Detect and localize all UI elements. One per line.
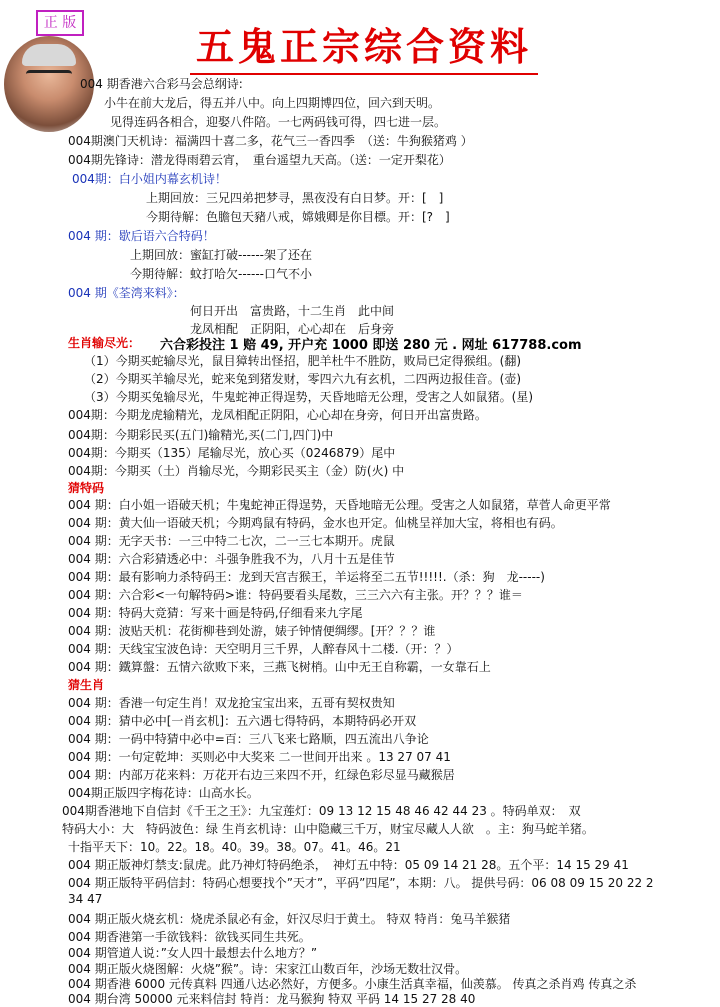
text-line: 004 期：歇后语六合特码！ (68, 229, 215, 243)
text-line: 004 期：最有影响力杀特码王：龙到天宫吉猴王，羊运将至二五节!!!!!.（杀：狗 龙-----) (68, 570, 545, 584)
text-line: 004 期：猜中必中[一肖玄机]：五六遇七得特码，本期特码必开双 (68, 714, 417, 728)
text-line: 见得连码各相合，迎娶八件陪。一七两码钱可得，四七进一层。 (110, 115, 447, 129)
text-line: 004 期：六合彩<一句解特码>谁：特码要看头尾数，三三六六有主张。开？？？谁＝ (68, 588, 523, 602)
text-line: 今期待解：蚊打哈欠------口气不小 (130, 267, 312, 281)
text-line: 004期香港地下自信封《千王之王》：九宝莲灯：09 13 12 15 48 46 42 44 23 。特码单双： 双 (62, 804, 581, 818)
portrait-hair (22, 44, 76, 66)
text-line: 004 期：无字天书：一三中特二七次，二一三七本期开。虎鼠 (68, 534, 395, 548)
text-line: 004期澳门天机诗：福满四十喜二多，花气三一香四季 （送：牛狗猴猪鸡 ） (68, 134, 473, 148)
portrait-glasses (26, 70, 72, 85)
text-line: 004 期正版火烧图解：火烧”猴”。诗：宋家江山数百年，沙场无数壮汉骨。 (68, 962, 468, 976)
text-line: 004 期：波贴天机：花街柳巷到处游，婊子钟情便绸缪。[开？？？谁 (68, 624, 436, 638)
text-line: 小牛在前大龙后，得五并八中。向上四期博四位，回六到天明。 (104, 96, 441, 110)
text-line: 特码大小：大 特码波色：绿 生肖玄机诗：山中隐藏三千万，财宝尽藏人人欲 。主：狗马蛇羊猪。 (62, 822, 594, 836)
text-line: 今期待解：色膽包天豬八戒，嫦娥卿是你目標。开：[? ] (146, 210, 450, 224)
text-line: 34 47 (68, 892, 103, 906)
text-line: 004 期：特码大竞猜：写来十画是特码,仔细看来九字尾 (68, 606, 363, 620)
text-line: 004期正版四字梅花诗：山高水长。 (68, 786, 259, 800)
page-title: 五鬼正宗综合资料 (190, 16, 538, 75)
section-heading: 猜生肖 (68, 678, 105, 692)
text-line: （3）今期买兔输尽光，牛鬼蛇神正得逞势，天昏地暗无公理，受害之人如鼠猪。(星) (84, 390, 534, 404)
section-heading: 猜特码 (68, 481, 105, 495)
text-line: 004期：今期买（135）尾输尽光，放心买（0246879）尾中 (68, 446, 396, 460)
text-line: 004期：今期买（土）肖输尽光，今期彩民买主（金）防(火) 中 (68, 464, 405, 478)
ad-banner: 六合彩投注 1 赔 49, 开户充 1000 即送 280 元 . 网址 617788.com (160, 338, 582, 353)
text-line: 004 期正版特平码信封：特码心想要找个”天才”，平码”四尾”，本期：八。 提供号码：06 08 09 15 20 22 2 (68, 876, 654, 890)
text-line: 004 期：鐵算盤：五情六欲败下来，三燕飞树梢。山中无王自称霸，一女靠石上 (68, 660, 491, 674)
text-line: 004 期台湾 50000 元来料信封 特肖：龙马猴狗 特双 平码 14 15 27 28 40 (68, 992, 476, 1006)
genuine-stamp: 正 版 (36, 10, 84, 36)
text-line: 龙凤相配 正阴阳，心心却在 后身旁 (190, 322, 395, 336)
text-line: 004 期：香港一句定生肖！双龙抢宝宝出来，五哥有契权贵知 (68, 696, 395, 710)
text-line: 004期：今期彩民买(五门)输精光,买(二门,四门)中 (68, 428, 334, 442)
text-line: 004 期管道人说：”女人四十最想去什么地方？” (68, 946, 318, 960)
text-line: 004期：今期龙虎输精光，龙凤相配正阴阳，心心却在身旁，何日开出富贵路。 (68, 408, 487, 422)
text-line: 004 期正版火烧玄机：烧虎杀鼠必有金，奸汉尽归于黄土。 特双 特肖：兔马羊猴猪 (68, 912, 511, 926)
text-line: 004 期：白小姐一语破天机；牛鬼蛇神正得逞势，天昏地暗无公理。受害之人如鼠猪，草菅人命更平常 (68, 498, 611, 512)
text-line: 004 期：一句定乾坤：买则必中大奖来 二一世间开出来 。13 27 07 41 (68, 750, 451, 764)
text-line: 十指平天下：10。22。18。40。39。38。07。41。46。21 (68, 840, 401, 854)
text-line: 004 期：天线宝宝波色诗：天空明月三千界，人醉春风十二楼.（开：？） (68, 642, 459, 656)
text-line: （1）今期买蛇输尽光，鼠目獐转出怪招，肥羊杜牛不胜防，败局已定得猴组。(翻) (84, 354, 522, 368)
text-line: 004 期：内部万花来料：万花开右边三来四不开，红绿色彩尽显马藏猴居 (68, 768, 455, 782)
section-heading: 生肖输尽光： (68, 336, 141, 350)
text-line: 004 期正版神灯禁支:鼠虎。此乃神灯特码绝杀， 神灯五中特：05 09 14 21 28。五个平：14 15 29 41 (68, 858, 629, 872)
text-line: 何日开出 富贵路，十二生肖 此中间 (190, 304, 395, 318)
text-line: 004 期香港六合彩马会总纲诗: (80, 77, 243, 91)
text-line: 004 期：一码中特猜中必中=百：三八飞来七路顺，四五流出八争论 (68, 732, 429, 746)
text-line: （2）今期买羊输尽光，蛇来兔到猪发财，零四六九有玄机，二四两边报佳音。(壶) (84, 372, 522, 386)
text-line: 004 期香港 6000 元传真料 四通八达必然好，方便多。小康生活真幸福，仙羡慕。 传真之杀肖鸡 传真之杀 (68, 977, 637, 991)
text-line: 004期：白小姐内幕玄机诗！ (72, 172, 227, 186)
text-line: 004 期：黄大仙一语破天机；今期鸡鼠有特码，金水也开定。仙桃呈祥加大宝，将相也有码。 (68, 516, 563, 530)
text-line: 004期先锋诗：潜龙得雨碧云宵， 重台遥望九天高。（送：一定开梨花） (68, 153, 451, 167)
text-line: 上期回放：蜜缸打破------架了还在 (130, 248, 312, 262)
text-line: 上期回放：三兄四弟把梦寻，黑夜没有白日梦。开：[ ] (146, 191, 444, 205)
text-line: 004 期《荃湾来料》： (68, 286, 185, 300)
text-line: 004 期香港第一手欲钱料：欲钱买同生共死。 (68, 930, 311, 944)
text-line: 004 期：六合彩猜透必中：斗强争胜我不为，八月十五是佳节 (68, 552, 395, 566)
